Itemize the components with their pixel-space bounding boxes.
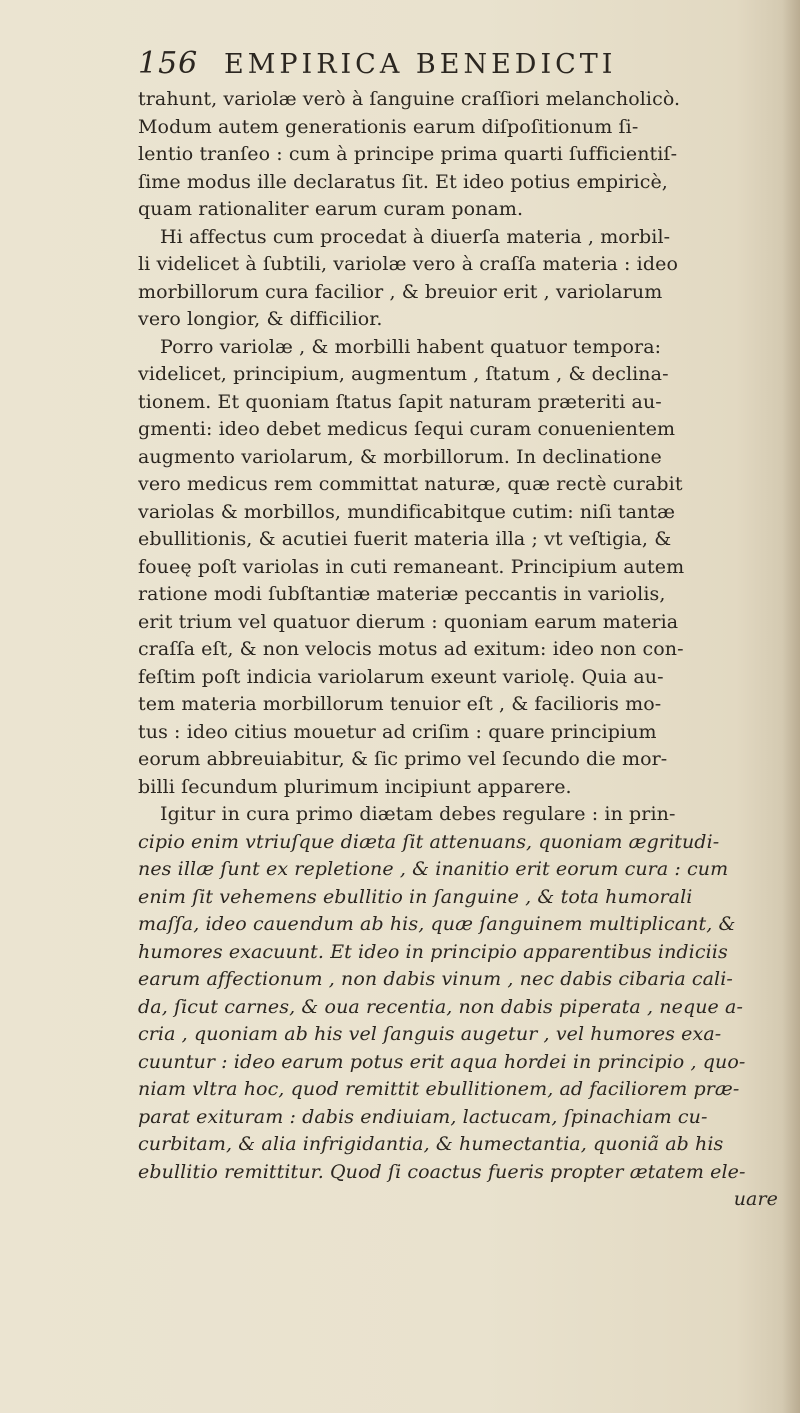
text-line: lentio tranſeo : cum à principe prima quarti ſufficientiſ-: [138, 143, 678, 165]
text-line: ebullitio remittitur. Quod ſi coactus fueris propter ætatem ele-: [138, 1160, 746, 1183]
text-line: augmento variolarum, & morbillorum. In declinatione: [138, 445, 662, 468]
text-line: foueę poſt variolas in cuti remaneant. Principium autem: [138, 555, 685, 578]
text-line: enim ſit vehemens ebullitio in ſanguine , & tota humorali: [138, 885, 693, 908]
text-line: niam vltra hoc, quod remittit ebullitionem, ad faciliorem præ-: [138, 1078, 740, 1100]
running-title: EMPIRICA BENEDICTI: [224, 49, 617, 80]
text-line: maſſa, ideo cauendum ab his, quæ ſanguinem multiplicant, &: [138, 913, 736, 935]
text-line: trahunt, variolæ verò à ſanguine craſſiori melancholicò.: [138, 88, 681, 110]
text-line: gmenti: ideo debet medicus ſequi curam conuenientem: [138, 418, 676, 440]
text-line: ſime modus ille declaratus ſit. Et ideo potius empiricè,: [138, 170, 668, 193]
text-line: morbillorum cura facilior , & breuior erit , variolarum: [138, 280, 663, 303]
text-line: tus : ideo citius mouetur ad criſim : quare principium: [138, 720, 657, 743]
text-line: feſtim poſt indicia variolarum exeunt variolę. Quia au-: [138, 665, 664, 688]
text-line: Hi affectus cum procedat à diuerſa materia , morbil-: [160, 225, 671, 248]
text-line: craſſa eſt, & non velocis motus ad exitum: ideo non con-: [138, 638, 684, 660]
text-line: da, ſicut carnes, & oua recentia, non dabis piperata , neque a-: [138, 995, 743, 1018]
text-line: billi ſecundum plurimum incipiunt apparere.: [138, 775, 572, 798]
text-line: li videlicet à ſubtili, variolæ vero à craſſa materia : ideo: [138, 253, 679, 275]
text-line: ratione modi ſubſtantiæ materiæ peccantis in variolis,: [138, 583, 666, 605]
text-line: earum affectionum , non dabis vinum , nec dabis cibaria cali-: [138, 968, 733, 990]
text-line: erit trium vel quatuor dierum : quoniam earum materia: [138, 610, 679, 633]
text-line: cuuntur : ideo earum potus erit aqua hordei in principio , quo-: [138, 1050, 746, 1073]
text-line: Porro variolæ , & morbilli habent quatuor tempora:: [160, 335, 662, 358]
text-line: videlicet, principium, augmentum , ſtatum , & declina-: [138, 363, 669, 385]
body-text: [138, 86, 788, 1214]
text-line: vero medicus rem committat naturæ, quæ rectè curabit: [138, 473, 683, 495]
text-line: tionem. Et quoniam ſtatus ſapit naturam præteriti au-: [138, 390, 662, 413]
text-line: vero longior, & difficilior.: [138, 308, 383, 330]
text-line: quam rationaliter earum curam ponam.: [138, 198, 524, 220]
text-line: Igitur in cura primo diætam debes regulare : in prin-: [160, 803, 676, 825]
text-line: nes illæ ſunt ex repletione , & inanitio erit eorum cura : cum: [138, 858, 729, 880]
text-line: humores exacuunt. Et ideo in principio apparentibus indiciis: [138, 940, 728, 963]
text-line: tem materia morbillorum tenuior eſt , & facilioris mo-: [138, 693, 662, 715]
text-line: curbitam, & alia infrigidantia, & humectantia, quoniã ab his: [138, 1133, 724, 1155]
text-line: eorum abbreuiabitur, & ſic primo vel ſecundo die mor-: [138, 748, 668, 770]
text-line: Modum autem generationis earum diſpoſitionum ſi-: [138, 115, 639, 138]
page-header: [138, 46, 698, 82]
text-line: parat exituram : dabis endiuiam, lactucam, ſpinachiam cu-: [138, 1105, 708, 1128]
text-line: variolas & morbillos, mundificabitque cutim: niſi tantæ: [138, 500, 676, 523]
text-line: cria , quoniam ab his vel ſanguis augetur , vel humores exa-: [138, 1023, 722, 1045]
text-line: cipio enim vtriuſque diæta ſit attenuans, quoniam ægritudi-: [138, 830, 720, 853]
page-number: 156: [138, 46, 199, 81]
text-line: ebullitionis, & acutiei fuerit materia illa ; vt veſtigia, &: [138, 528, 672, 550]
text-line: uare: [733, 1188, 778, 1210]
